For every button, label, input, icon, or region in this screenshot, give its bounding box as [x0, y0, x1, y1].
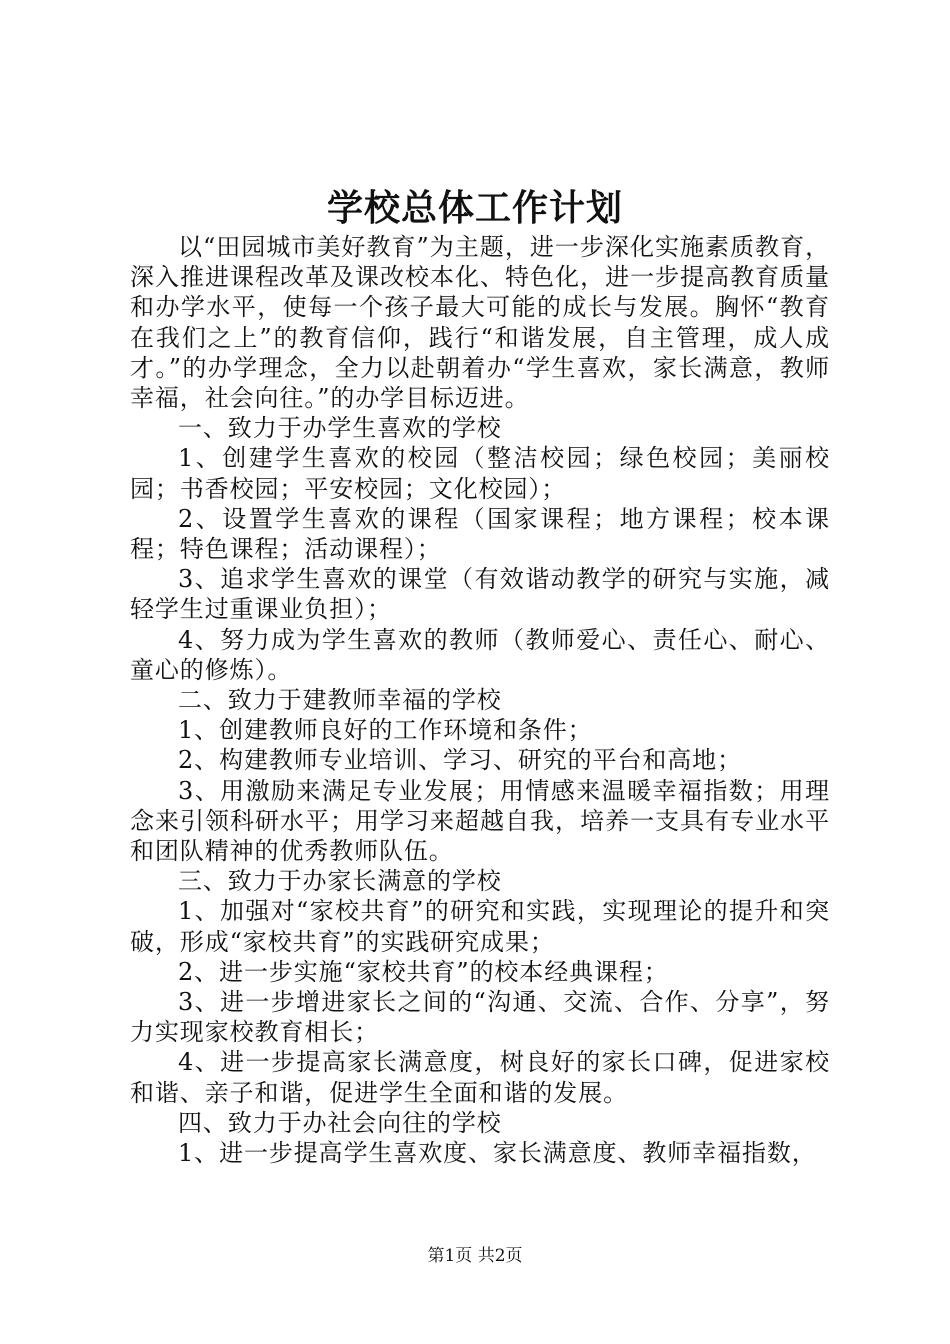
section-heading-4: 四、致力于办社会向往的学校: [178, 1108, 502, 1137]
section-heading-2: 二、致力于建教师幸福的学校: [178, 686, 502, 715]
section-heading-1: 一、致力于办学生喜欢的学校: [178, 414, 502, 443]
list-item: 4、进一步提高家长满意度，树良好的家长口碑，促进家校和谐、亲子和谐，促进学生全面和谐的发展。: [130, 1048, 830, 1107]
list-item: 1、进一步提高学生喜欢度、家长满意度、教师幸福指数，: [178, 1139, 817, 1168]
document-title: 学校总体工作计划: [326, 187, 623, 229]
list-item: 1、创建教师良好的工作环境和条件；: [178, 716, 593, 745]
list-item: 3、进一步增进家长之间的“沟通、交流、合作、分享”，努力实现家校教育相长；: [130, 988, 830, 1047]
list-item: 3、用激励来满足专业发展；用情感来温暖幸福指数；用理念来引领科研水平；用学习来超越自我，培养一支具有专业水平和团队精神的优秀教师队伍。: [130, 776, 830, 866]
section-heading-3: 三、致力于办家长满意的学校: [178, 867, 502, 896]
list-item: 3、追求学生喜欢的课堂（有效谐动教学的研究与实施，减轻学生过重课业负担）；: [130, 565, 830, 624]
intro-paragraph: 以“田园城市美好教育”为主题，进一步深化实施素质教育，深入推进课程改革及课改校本化、特色化，进一步提高教育质量和办学水平，使每一个孩子最大可能的成长与发展。胸怀“教育在我们之上”的教育信仰，践行“和谐发展，自主管理，成人成才。”的办学理念，全力以赴朝着办“学生喜欢，家长满意，教师幸福，社会向往。”的办学目标迈进。: [130, 233, 830, 413]
list-item: 1、创建学生喜欢的校园（整洁校园；绿色校园；美丽校园；书香校园；平安校园；文化校园）；: [130, 444, 830, 503]
list-item: 2、进一步实施“家校共育”的校本经典课程；: [178, 957, 669, 986]
page-number-footer: 第1页 共2页: [427, 1246, 523, 1266]
list-item: 2、构建教师专业培训、学习、研究的平台和高地；: [178, 746, 742, 775]
list-item: 1、加强对“家校共育”的研究和实践，实现理论的提升和突破，形成“家校共育”的实践研究成果；: [130, 897, 830, 956]
document-body: [130, 232, 830, 1168]
list-item: 2、设置学生喜欢的课程（国家课程；地方课程；校本课程；特色课程；活动课程）；: [130, 504, 830, 564]
list-item: 4、努力成为学生喜欢的教师（教师爱心、责任心、耐心、童心的修炼）。: [130, 625, 830, 684]
